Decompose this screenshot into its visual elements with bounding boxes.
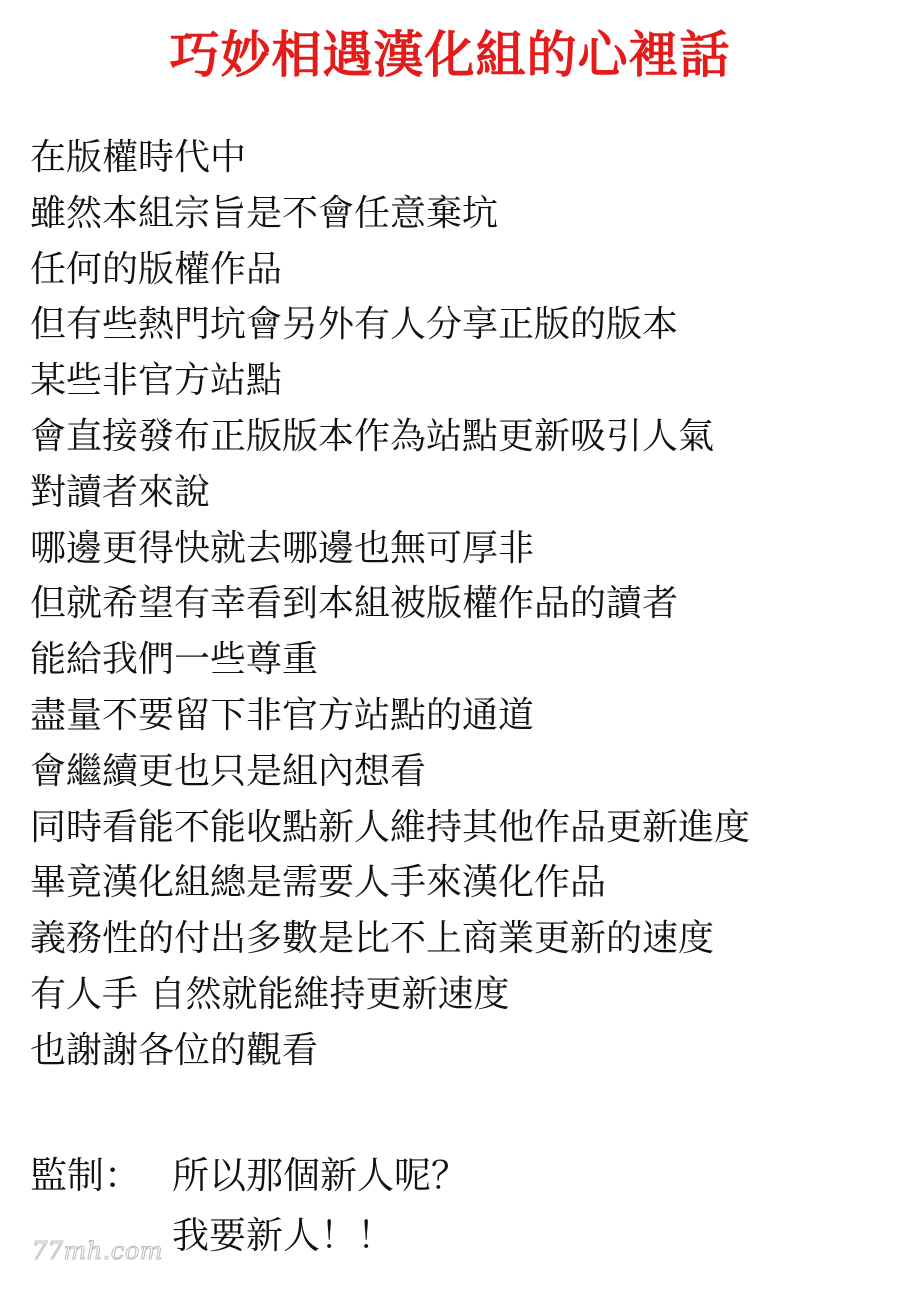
message-line: 在版權時代中: [30, 137, 247, 178]
message-line: 但有些熱門坑會另外有人分享正版的版本: [30, 304, 679, 346]
message-line: 會繼續更也只是組內想看: [30, 750, 427, 792]
message-line: 畢竟漢化組總是需要人手來漢化作品: [30, 862, 607, 904]
message-line: 義務性的付出多數是比不上商業更新的速度: [30, 918, 715, 960]
message-line: 有人手 自然就能維持更新速度: [30, 973, 510, 1015]
site-watermark: 77mh.com: [32, 1237, 164, 1265]
message-line: 但就希望有幸看到本組被版權作品的讀者: [30, 583, 679, 625]
message-line: 某些非官方站點: [30, 360, 283, 402]
message-line: 能給我們一些尊重: [30, 639, 319, 681]
message-line: 雖然本組宗旨是不會任意棄坑: [30, 192, 499, 234]
message-line: 盡量不要留下非官方站點的通道: [30, 694, 535, 736]
message-line: 任何的版權作品: [30, 248, 283, 290]
message-body: [30, 130, 890, 1079]
supervisor-row: [30, 1146, 890, 1206]
supervisor-line-2: 我要新人！！: [172, 1214, 394, 1257]
page-title: 巧妙相遇漢化組的心裡話: [169, 25, 731, 84]
message-line: 也謝謝各位的觀看: [30, 1029, 319, 1071]
supervisor-line-1: 所以那個新人呢？: [172, 1154, 468, 1197]
message-line: 會直接發布正版版本作為站點更新吸引人氣: [30, 415, 715, 457]
supervisor-label: 監制：: [30, 1154, 141, 1197]
message-line: 對讀者來說: [30, 471, 211, 513]
message-line: 同時看能不能收點新人維持其他作品更新進度: [30, 806, 751, 848]
message-line: 哪邊更得快就去哪邊也無可厚非: [30, 527, 535, 569]
